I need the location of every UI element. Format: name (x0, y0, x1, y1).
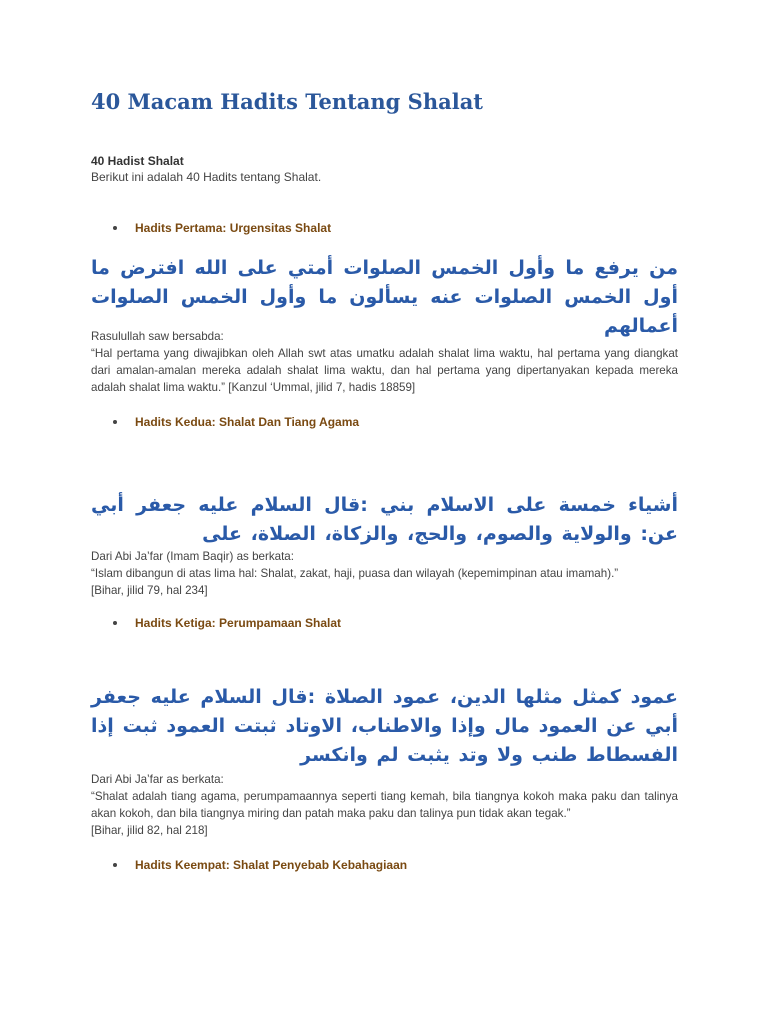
section-heading-label: Hadits Kedua: Shalat Dan Tiang Agama (135, 415, 360, 429)
translation-text: “Shalat adalah tiang agama, perumpamaannya seperti tiang kemah, bila tiangnya kokoh maka paku dan talinya akan kokoh, dan bila tiangnya miring dan patah maka paku dan talinya pun tidak akan tegak.” (91, 790, 678, 820)
narrator-text: Dari Abi Ja’far as berkata: (91, 773, 224, 786)
bullet-icon (113, 420, 117, 424)
section-heading-2 (113, 415, 359, 429)
hadith-body-2 (91, 548, 678, 599)
source-text: [Bihar, jilid 82, hal 218] (91, 824, 208, 837)
section-heading-label: Hadits Keempat: Shalat Penyebab Kebahagiaan (135, 858, 408, 872)
translation-text: “Islam dibangun di atas lima hal: Shalat, zakat, haji, puasa dan wilayah (kepemimpinan atau imamah).” (91, 567, 619, 580)
bullet-icon (113, 226, 117, 230)
narrator-text: Dari Abi Ja’far (Imam Baqir) as berkata: (91, 550, 294, 563)
translation-text: “Hal pertama yang diwajibkan oleh Allah swt atas umatku adalah shalat lima waktu, hal pertama yang diangkat dari amalan-amalan mereka adalah shalat lima waktu, dan hal pertama yang dipertanyakan kepada mereka adalah shalat lima waktu.” [Kanzul ‘Ummal, jilid 7, hadis 18859] (91, 347, 678, 394)
section-heading-label: Hadits Pertama: Urgensitas Shalat (135, 221, 332, 235)
arabic-text-2: أشياء خمسة على الاسلام بني :قال السلام عليه جعفر أبي عن: والولاية والصوم، والحج، والزكاة، الصلاة، على (91, 494, 678, 545)
section-heading-4 (113, 858, 407, 872)
section-heading-1 (113, 221, 331, 235)
arabic-text-3: عمود كمثل مثلها الدين، عمود الصلاة :قال السلام عليه جعفر أبي عن العمود مال وإذا والاطناب، الاوتاد ثبتت العمود ثبت إذا الفسطاط طنب ولا وتد يثبت لم وانكسر (91, 686, 678, 766)
source-text: [Bihar, jilid 79, hal 234] (91, 584, 208, 597)
narrator-text: Rasulullah saw bersabda: (91, 330, 224, 343)
section-heading-label: Hadits Ketiga: Perumpamaan Shalat (135, 616, 342, 630)
page-title: 40 Macam Hadits Tentang Shalat (91, 89, 483, 114)
sub-heading: 40 Hadist Shalat (91, 154, 184, 168)
hadith-body-1 (91, 328, 678, 396)
bullet-icon (113, 621, 117, 625)
hadith-body-3 (91, 771, 678, 839)
intro-text: Berikut ini adalah 40 Hadits tentang Shalat. (91, 170, 322, 184)
section-heading-3 (113, 616, 341, 630)
arabic-text-1: من يرفع ما وأول الخمس الصلوات أمتي على الله افترض ما أول الخمس الصلوات عنه يسألون ما وأول الخمس الصلوات أعمالهم (91, 257, 678, 337)
bullet-icon (113, 863, 117, 867)
